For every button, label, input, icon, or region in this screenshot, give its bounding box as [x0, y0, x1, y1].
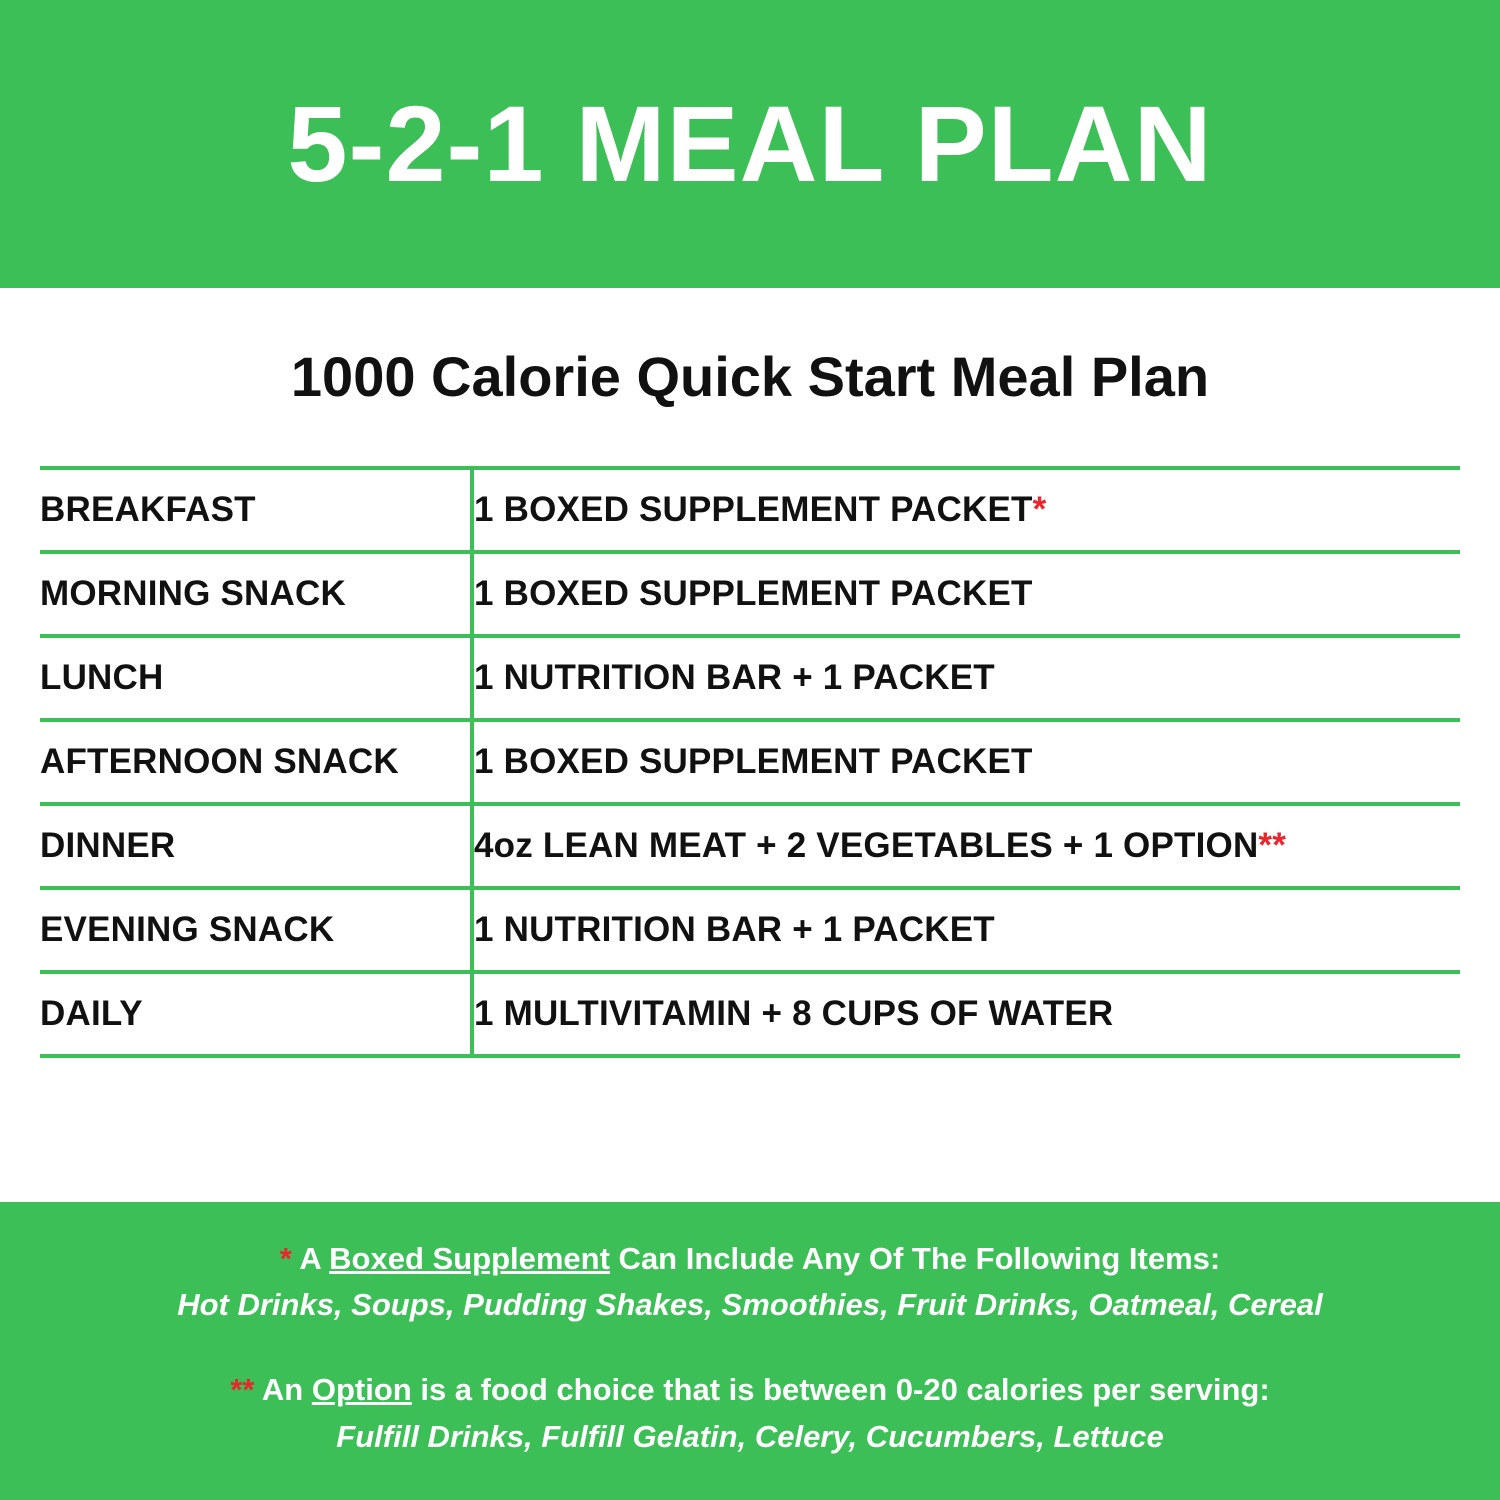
meal-value	[472, 888, 1460, 972]
meal-value-text: 1 NUTRITION BAR + 1 PACKET	[474, 657, 995, 697]
footnote-marker: **	[230, 1372, 255, 1407]
subtitle-section	[0, 288, 1500, 432]
meal-value-text: 4oz LEAN MEAT + 2 VEGETABLES + 1 OPTION	[474, 825, 1259, 865]
meal-label: MORNING SNACK	[40, 552, 472, 636]
footnote-heading	[20, 1371, 1480, 1410]
footnote-heading-after: Can Include Any Of The Following Items:	[609, 1240, 1221, 1276]
footnote-items: Hot Drinks, Soups, Pudding Shakes, Smoothies, Fruit Drinks, Oatmeal, Cereal	[177, 1287, 1323, 1323]
meal-value	[472, 804, 1460, 888]
footnote-boxed-supplement	[20, 1240, 1480, 1326]
meal-label: AFTERNOON SNACK	[40, 720, 472, 804]
table-row	[40, 804, 1460, 888]
subtitle: 1000 Calorie Quick Start Meal Plan	[290, 345, 1210, 408]
meal-value	[472, 720, 1460, 804]
footnote-heading	[20, 1240, 1480, 1279]
footnote-heading-before: An	[254, 1372, 312, 1407]
meal-value	[472, 636, 1460, 720]
meal-label: LUNCH	[40, 636, 472, 720]
meal-label: BREAKFAST	[40, 468, 472, 552]
footnote-heading-after: is a food choice that is between 0-20 calories per serving:	[411, 1372, 1270, 1407]
meal-value	[472, 972, 1460, 1056]
footnote-heading-term: Option	[311, 1372, 412, 1407]
footnote-items: Fulfill Drinks, Fulfill Gelatin, Celery, Cucumbers, Lettuce	[336, 1418, 1164, 1454]
table-row	[40, 552, 1460, 636]
table-row	[40, 720, 1460, 804]
meal-label: DAILY	[40, 972, 472, 1056]
meal-value	[472, 468, 1460, 552]
meal-value-text: 1 BOXED SUPPLEMENT PACKET	[474, 573, 1033, 613]
footnote-marker: *	[1032, 489, 1047, 529]
table-row	[40, 888, 1460, 972]
footnote-heading-before: A	[291, 1240, 330, 1276]
meal-value	[472, 552, 1460, 636]
footnote-marker: **	[1258, 825, 1287, 865]
footer-banner	[0, 1202, 1500, 1500]
meal-value-text: 1 MULTIVITAMIN + 8 CUPS OF WATER	[474, 993, 1114, 1033]
footnote-heading-term: Boxed Supplement	[329, 1240, 610, 1276]
footnote-marker: *	[279, 1240, 292, 1276]
meal-value-text: 1 BOXED SUPPLEMENT PACKET	[474, 741, 1033, 781]
meal-plan-table	[40, 466, 1460, 1058]
meal-label: EVENING SNACK	[40, 888, 472, 972]
meal-value-text: 1 BOXED SUPPLEMENT PACKET	[474, 489, 1033, 529]
table-row	[40, 636, 1460, 720]
page-title: 5-2-1 MEAL PLAN	[287, 83, 1213, 204]
table-row	[40, 468, 1460, 552]
header-banner	[0, 0, 1500, 288]
footnote-option	[20, 1371, 1480, 1457]
table-row	[40, 972, 1460, 1056]
meal-label: DINNER	[40, 804, 472, 888]
meal-value-text: 1 NUTRITION BAR + 1 PACKET	[474, 909, 995, 949]
